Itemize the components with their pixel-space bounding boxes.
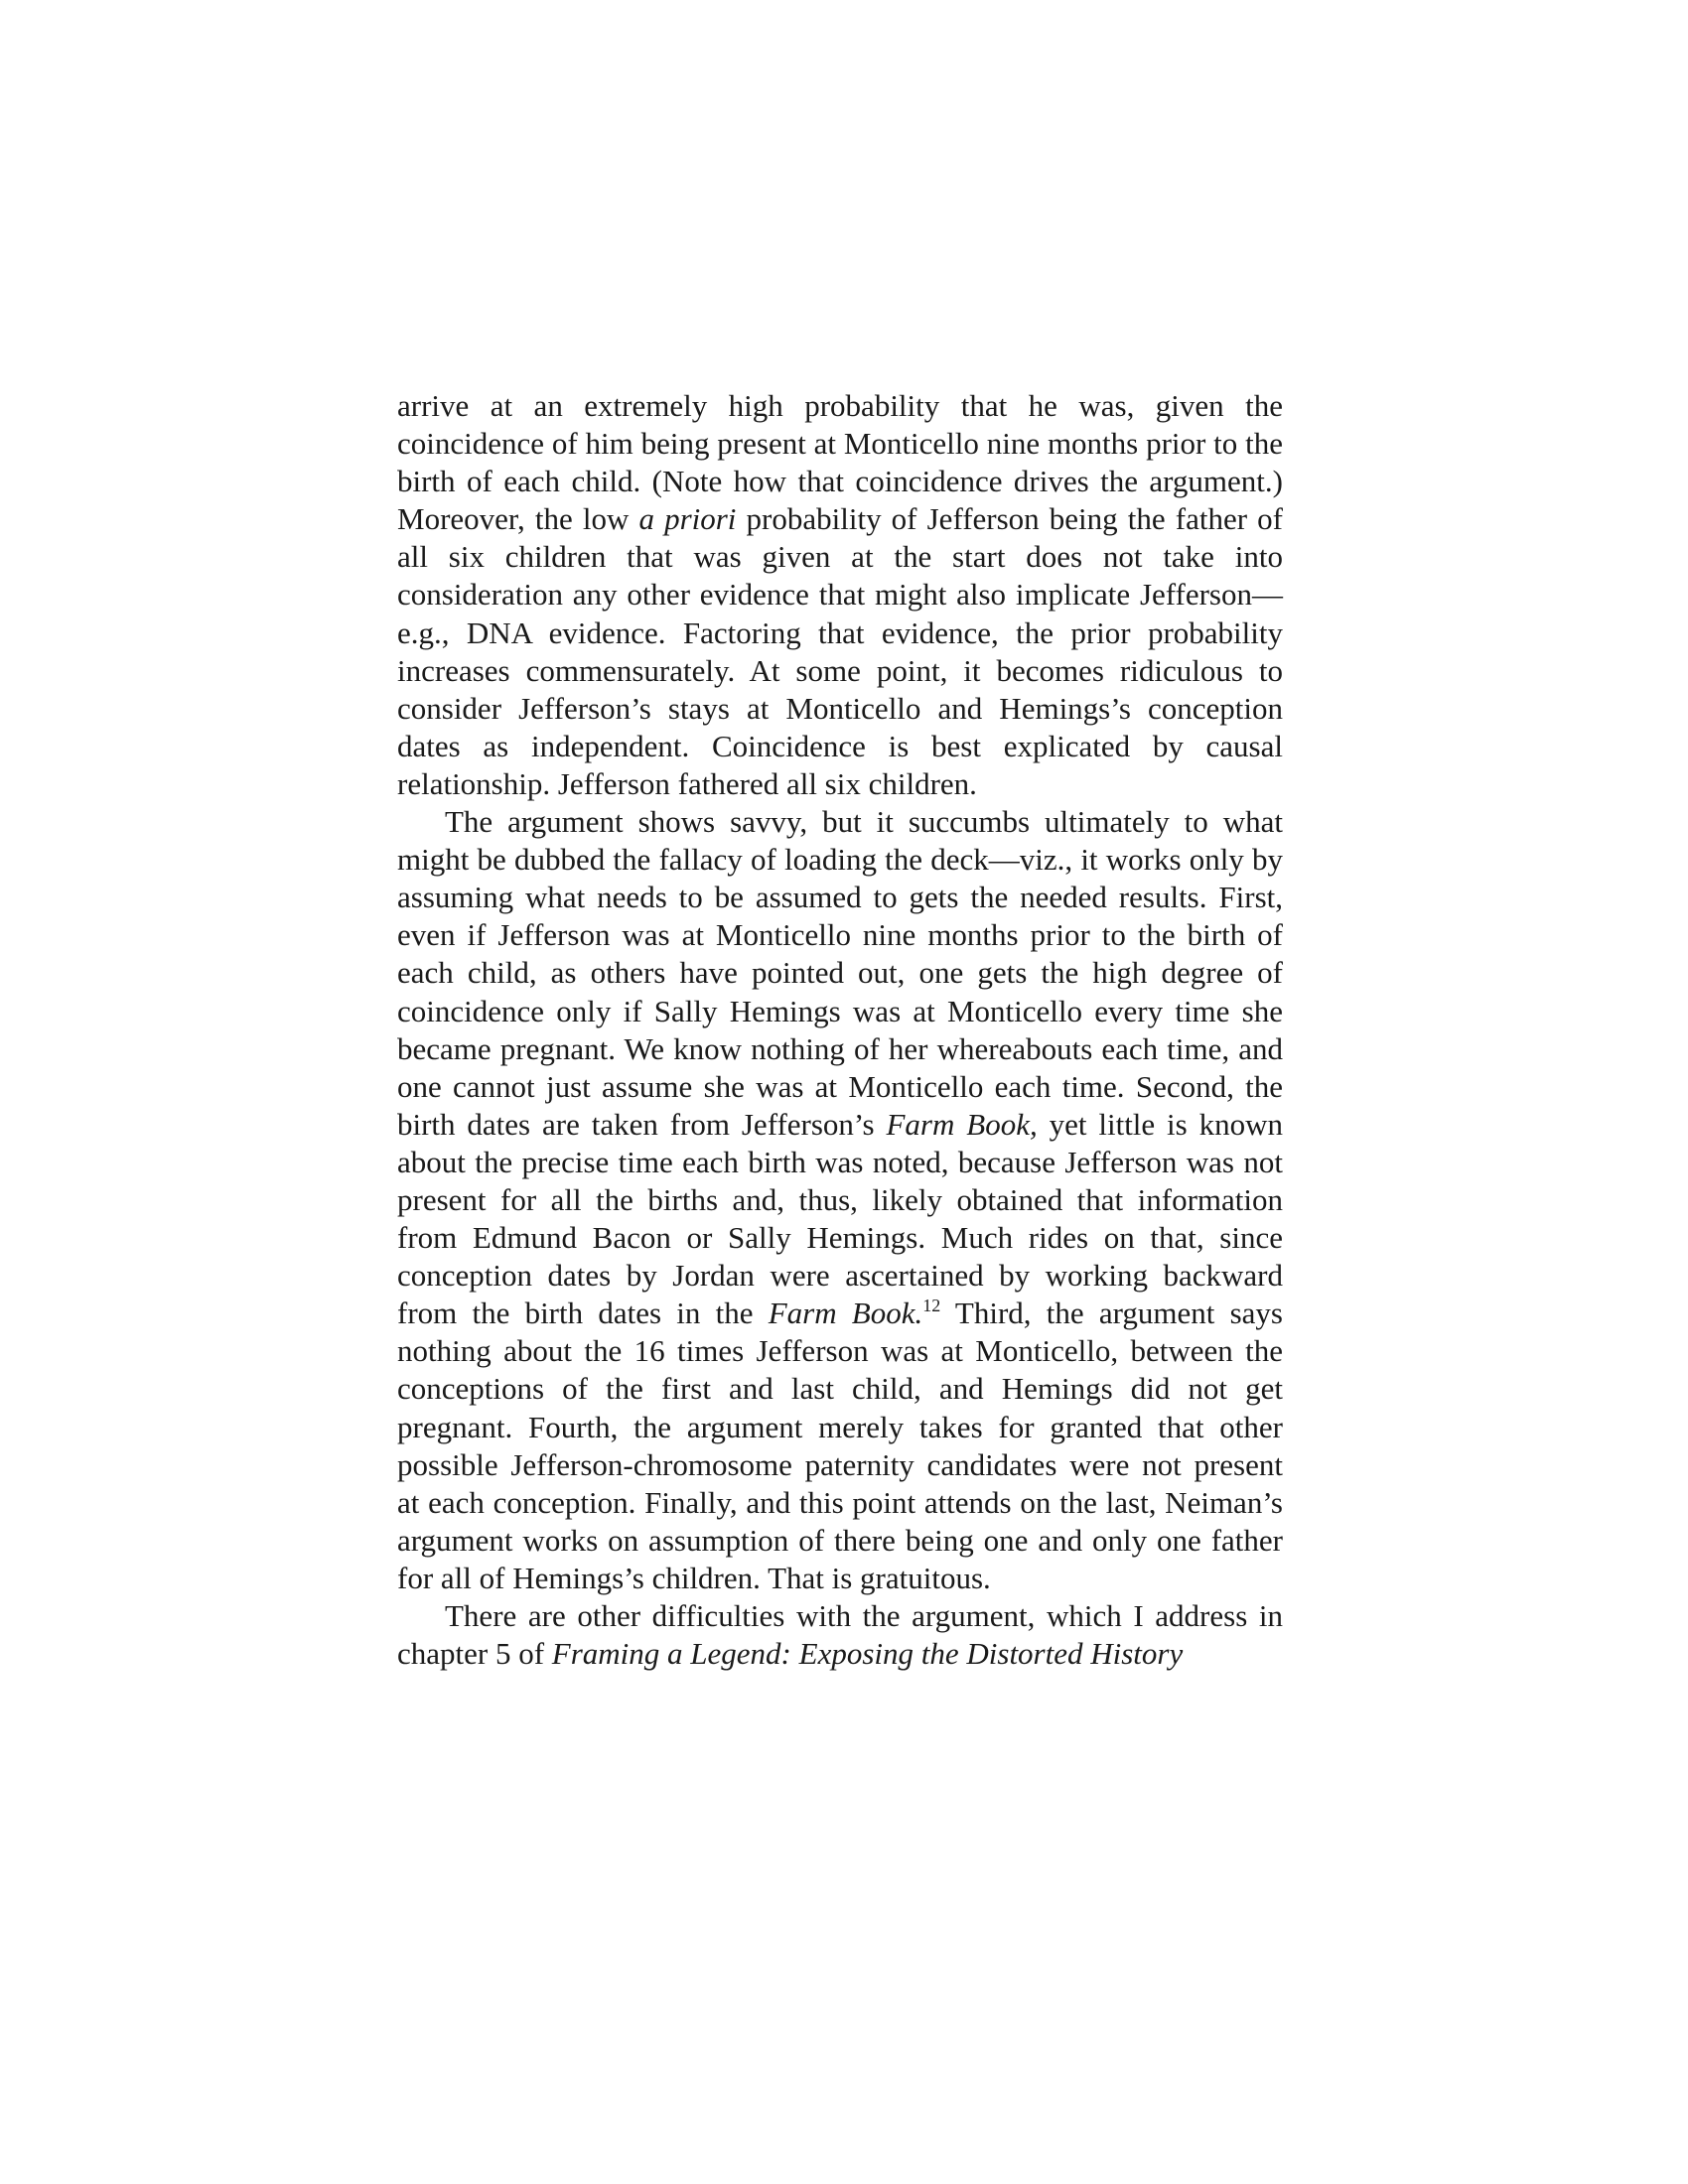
footnote-marker: 12 <box>922 1296 941 1316</box>
italic-book-title: Farm Book, <box>886 1106 1038 1142</box>
paragraph <box>397 803 1283 1597</box>
text-run: arrive at an extremely high probability that he was, given the coincidence of him being present at Monticello nine months prior to the birth of each child. (Note how that coincidence drives the argument.) Moreover, the low <box>397 388 1283 537</box>
italic-term: a priori <box>638 501 737 537</box>
text-run: The argument shows savvy, but it succumbs ultimately to what might be dubbed the fallacy of loading the deck—viz., it works only by assuming what needs to be assumed to gets the needed results. First, even if Jefferson was at Monticello nine months prior to the birth of each child, as others have pointed out, one gets the high degree of coincidence only if Sally Hemings was at Monticello every time she became pregnant. We know nothing of her whereabouts each time, and one cannot just assume she was at Monticello each time. Second, the birth dates are taken from Jefferson’s <box>397 804 1283 1142</box>
text-run: There are other difficulties with the argument, which I address in chapter 5 of <box>397 1598 1283 1672</box>
text-run: probability of Jefferson being the father of all six children that was given at the start does not take into consideration any other evidence that might also implicate Jefferson—e.g., DNA evidence. Factoring that evidence, the prior probability increases commensurately. At some point, it becomes ridiculous to consider Jefferson’s stays at Monticello and Hemings’s conception dates as independent. Coincidence is best explicated by causal relationship. Jefferson fathered all six children. <box>397 501 1283 801</box>
paragraph-last <box>397 1597 1283 1673</box>
text-run: yet little is known about the precise time each birth was noted, because Jefferson was not present for all the births and, thus, likely obtained that information from Edmund Bacon or Sally Hemings. Much rides on that, since conception dates by Jordan were ascertained by working backward from the birth dates in the <box>397 1106 1283 1331</box>
italic-book-title: Framing a Legend: Exposing the Distorted History <box>551 1636 1184 1672</box>
paragraph <box>397 387 1283 803</box>
text-run: Third, the argument says nothing about the 16 times Jefferson was at Monticello, between the conceptions of the first and last child, and Hemings did not get pregnant. Fourth, the argument merely takes for granted that other possible Jefferson-chromosome paternity candidates were not present at each conception. Finally, and this point attends on the last, Neiman’s argument works on assumption of there being one and only one father for all of Hemings’s children. That is gratuitous. <box>397 1296 1283 1595</box>
body-text <box>397 387 1283 1673</box>
italic-book-title: Farm Book. <box>768 1296 923 1331</box>
